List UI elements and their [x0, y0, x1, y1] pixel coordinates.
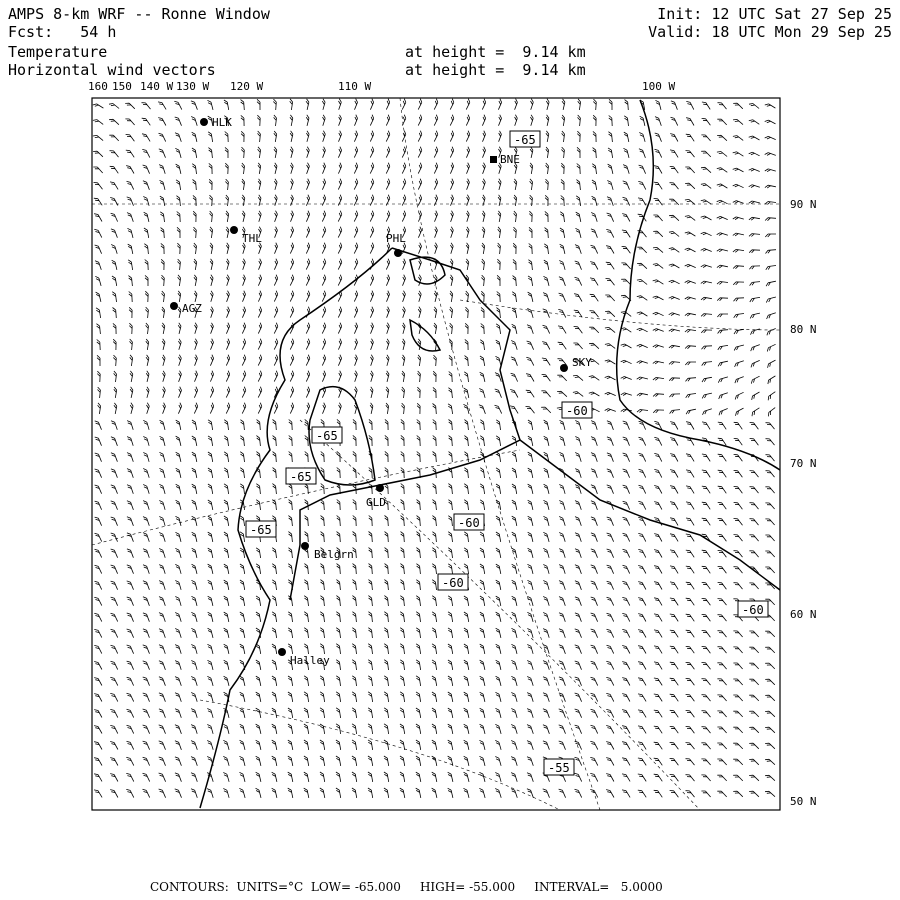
station-marker-phl — [394, 249, 402, 257]
contour-label: -65 — [290, 470, 312, 484]
lon-label-150: 150 — [112, 80, 132, 93]
station-label-gld: GLD — [366, 496, 386, 509]
wind-barbs — [93, 99, 776, 798]
station-label-hlk: HLK — [212, 116, 232, 129]
coastlines — [200, 100, 780, 808]
station-label-agz: AGZ — [182, 302, 202, 315]
coast-west — [200, 248, 392, 808]
wind-vector-field — [93, 99, 776, 798]
latitude-labels — [790, 198, 817, 808]
lon-label-120w: 120 W — [230, 80, 264, 93]
field-temperature: Temperature — [8, 43, 108, 61]
valid-time: Valid: 18 UTC Mon 29 Sep 25 — [648, 23, 892, 41]
contour-label: -65 — [250, 523, 272, 537]
map-title: AMPS 8-km WRF -- Ronne Window — [8, 5, 270, 23]
lat-label-90n: 90 N — [790, 198, 817, 211]
parallel-80n — [460, 300, 780, 330]
contour-label: -65 — [316, 429, 338, 443]
lon-label-160: 160 — [88, 80, 108, 93]
station-marker-bne — [490, 156, 497, 163]
station-marker-sky — [560, 364, 568, 372]
station-label-bne: BNE — [500, 153, 520, 166]
lat-label-70n: 70 N — [790, 457, 817, 470]
field-temperature-height: at height = 9.14 km — [405, 43, 586, 61]
station-markers — [170, 118, 568, 656]
contour-label: -60 — [442, 576, 464, 590]
coast-northeast — [617, 100, 780, 470]
station-label-belgrn: Belgrn — [314, 548, 354, 561]
contour-label: -60 — [566, 404, 588, 418]
meridian-100w — [300, 420, 700, 810]
lat-label-50n: 50 N — [790, 795, 817, 808]
station-label-phl: PHL — [386, 232, 406, 245]
lat-label-80n: 80 N — [790, 323, 817, 336]
contour-label: -55 — [548, 761, 570, 775]
init-time: Init: 12 UTC Sat 27 Sep 25 — [657, 5, 892, 23]
lon-label-100w: 100 W — [642, 80, 676, 93]
longitude-labels — [88, 80, 675, 93]
station-marker-belgrn — [301, 542, 309, 550]
lon-label-140w: 140 W — [140, 80, 174, 93]
meridian-110w — [400, 98, 600, 810]
station-marker-halley — [278, 648, 286, 656]
coast-east — [520, 440, 780, 590]
field-wind-height: at height = 9.14 km — [405, 61, 586, 79]
contour-label: -65 — [514, 133, 536, 147]
contour-label: -60 — [458, 516, 480, 530]
station-marker-hlk — [200, 118, 208, 126]
island-1 — [410, 257, 445, 284]
station-marker-agz — [170, 302, 178, 310]
contour-info-footer: CONTOURS: UNITS=°C LOW= -65.000 HIGH= -55.000 INTERVAL= 5.0000 — [150, 880, 663, 894]
station-marker-gld — [376, 484, 384, 492]
contour-label: -60 — [742, 603, 764, 617]
station-label-thl: THL — [242, 232, 262, 245]
field-wind: Horizontal wind vectors — [8, 61, 216, 79]
station-marker-thl — [230, 226, 238, 234]
lon-label-110w: 110 W — [338, 80, 372, 93]
station-label-halley: Halley — [290, 654, 330, 667]
lat-label-60n: 60 N — [790, 608, 817, 621]
forecast-hour: Fcst: 54 h — [8, 23, 117, 41]
parallel-60n — [200, 700, 560, 810]
station-label-sky: SKY — [572, 356, 592, 369]
parallel-70n-west — [92, 450, 520, 545]
lon-label-130w: 130 W — [176, 80, 210, 93]
